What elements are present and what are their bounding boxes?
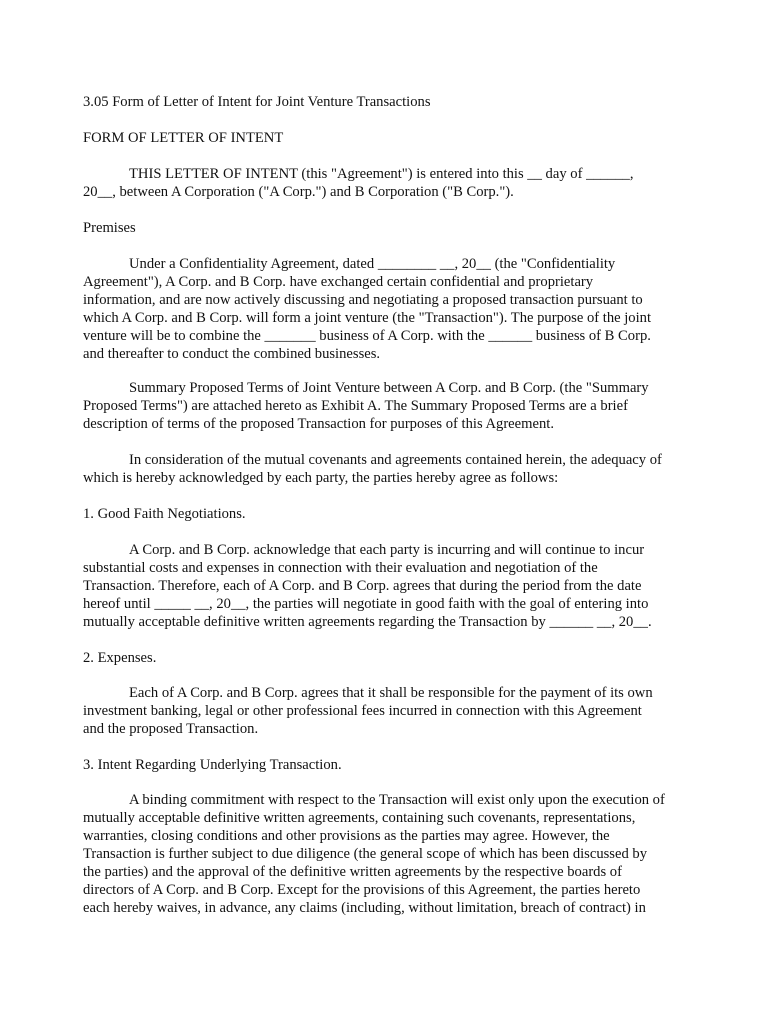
section-1-line: hereof until _____ __, 20__, the parties will negotiate in good faith with the goal of entering into <box>83 596 649 612</box>
summary-terms-line: Proposed Terms") are attached hereto as Exhibit A. The Summary Proposed Terms are a brief <box>83 398 628 414</box>
section-2-line: investment banking, legal or other professional fees incurred in connection with this Agreement <box>83 703 642 719</box>
section-3-line: warranties, closing conditions and other provisions as the parties may agree. However, the <box>83 828 610 844</box>
section-3-line: A binding commitment with respect to the Transaction will exist only upon the execution of <box>129 792 665 808</box>
premises-heading: Premises <box>83 220 136 236</box>
consideration-line: which is hereby acknowledged by each party, the parties hereby agree as follows: <box>83 470 559 486</box>
premises-paragraph-line: Agreement"), A Corp. and B Corp. have exchanged certain confidential and proprietary <box>83 274 594 290</box>
intro-line: THIS LETTER OF INTENT (this "Agreement") is entered into this __ day of ______, <box>129 166 634 182</box>
consideration-line: In consideration of the mutual covenants and agreements contained herein, the adequacy of <box>129 452 662 468</box>
premises-paragraph-line: information, and are now actively discussing and negotiating a proposed transaction pursuant to <box>83 292 643 308</box>
document-title: 3.05 Form of Letter of Intent for Joint Venture Transactions <box>83 94 431 110</box>
section-3-line: mutually acceptable definitive written agreements, containing such covenants, representations, <box>83 810 636 826</box>
section-3-line: each hereby waives, in advance, any claims (including, without limitation, breach of contract) in <box>83 900 646 916</box>
section-3-line: the parties) and the approval of the definitive written agreements by the respective boards of <box>83 864 622 880</box>
letter-heading: FORM OF LETTER OF INTENT <box>83 130 284 146</box>
section-1-line: Transaction. Therefore, each of A Corp. and B Corp. agrees that during the period from the date <box>83 578 642 594</box>
summary-terms-line: Summary Proposed Terms of Joint Venture between A Corp. and B Corp. (the "Summary <box>129 380 649 396</box>
premises-paragraph-line: which A Corp. and B Corp. will form a joint venture (the "Transaction"). The purpose of the joint <box>83 310 652 326</box>
section-3-line: directors of A Corp. and B Corp. Except for the provisions of this Agreement, the parties hereto <box>83 882 641 898</box>
premises-paragraph-line: Under a Confidentiality Agreement, dated ________ __, 20__ (the "Confidentiality <box>129 256 616 272</box>
section-2-line: Each of A Corp. and B Corp. agrees that it shall be responsible for the payment of its own <box>129 685 653 701</box>
section-1-line: substantial costs and expenses in connection with their evaluation and negotiation of the <box>83 560 598 576</box>
summary-terms-line: description of terms of the proposed Transaction for purposes of this Agreement. <box>83 416 554 432</box>
section-2-heading: 2. Expenses. <box>83 650 157 666</box>
section-3-heading: 3. Intent Regarding Underlying Transaction. <box>83 757 342 773</box>
section-1-line: mutually acceptable definitive written agreements regarding the Transaction by ______ __, 20__. <box>83 614 652 630</box>
section-1-line: A Corp. and B Corp. acknowledge that each party is incurring and will continue to incur <box>129 542 645 558</box>
section-2-line: and the proposed Transaction. <box>83 721 259 737</box>
premises-paragraph-line: and thereafter to conduct the combined businesses. <box>83 346 381 362</box>
intro-line: 20__, between A Corporation ("A Corp.") and B Corporation ("B Corp."). <box>83 184 514 200</box>
section-1-heading: 1. Good Faith Negotiations. <box>83 506 246 522</box>
premises-paragraph-line: venture will be to combine the _______ business of A Corp. with the ______ business of B Corp. <box>83 328 651 344</box>
section-3-line: Transaction is further subject to due diligence (the general scope of which has been discussed by <box>83 846 647 862</box>
